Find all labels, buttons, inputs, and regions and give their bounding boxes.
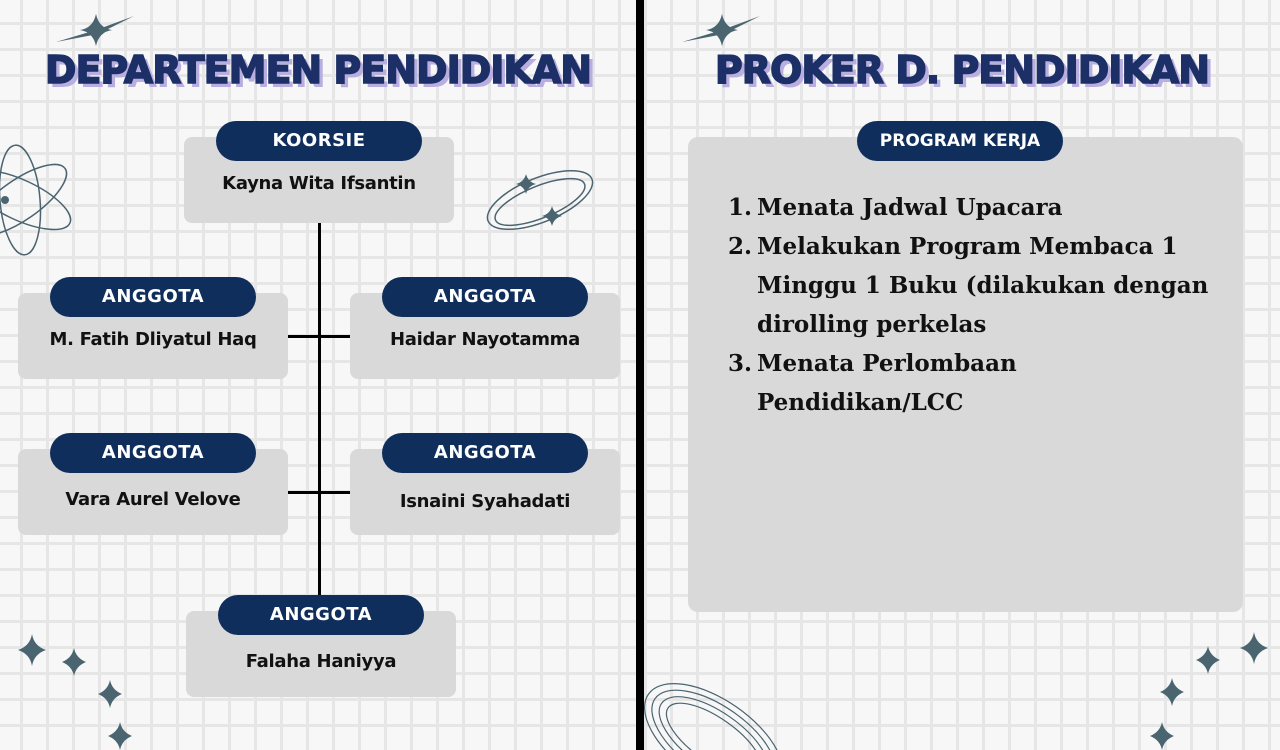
program-item xyxy=(700,188,1220,227)
connector-row1 xyxy=(288,335,350,338)
member-label: ANGGOTA xyxy=(50,433,256,473)
ring-sparkle-icon xyxy=(482,160,598,242)
program-text: Menata Jadwal Upacara xyxy=(757,194,1063,221)
member-name: Isnaini Syahadati xyxy=(399,491,571,512)
program-number: 2. xyxy=(728,233,753,260)
program-list xyxy=(700,188,1220,422)
program-section-label: PROGRAM KERJA xyxy=(857,121,1063,161)
member-label: ANGGOTA xyxy=(50,277,256,317)
connector-vertical xyxy=(318,222,321,600)
sparkles-icon xyxy=(1144,628,1280,750)
member-label: ANGGOTA xyxy=(382,433,588,473)
sparkle-icon xyxy=(56,8,136,48)
program-number: 3. xyxy=(728,350,753,377)
rings-icon xyxy=(644,650,804,750)
program-item xyxy=(700,344,1220,422)
koorsie-name: Kayna Wita Ifsantin xyxy=(222,173,416,194)
member-name: Falaha Haniyya xyxy=(245,651,397,672)
sparkles-icon xyxy=(10,630,150,750)
org-chart-panel xyxy=(0,0,636,750)
panel-divider xyxy=(636,0,644,750)
program-item xyxy=(700,227,1220,344)
program-number: 1. xyxy=(728,194,753,221)
program-title: PROKER D. PENDIDIKAN xyxy=(714,48,1210,92)
connector-row2 xyxy=(288,491,350,494)
member-label: ANGGOTA xyxy=(218,595,424,635)
member-name: Haidar Nayotamma xyxy=(390,329,580,350)
member-name: Vara Aurel Velove xyxy=(65,489,241,510)
sparkle-icon xyxy=(682,8,762,48)
koorsie-label: KOORSIE xyxy=(216,121,422,161)
program-text: Melakukan Program Membaca 1 Minggu 1 Buku (dilakukan dengan dirolling perkelas xyxy=(757,233,1209,338)
member-label: ANGGOTA xyxy=(382,277,588,317)
member-name: M. Fatih Dliyatul Haq xyxy=(49,329,257,350)
orbit-icon xyxy=(0,125,80,275)
program-text: Menata Perlombaan Pendidikan/LCC xyxy=(757,350,1017,416)
org-chart-title: DEPARTEMEN PENDIDIKAN xyxy=(44,48,592,92)
